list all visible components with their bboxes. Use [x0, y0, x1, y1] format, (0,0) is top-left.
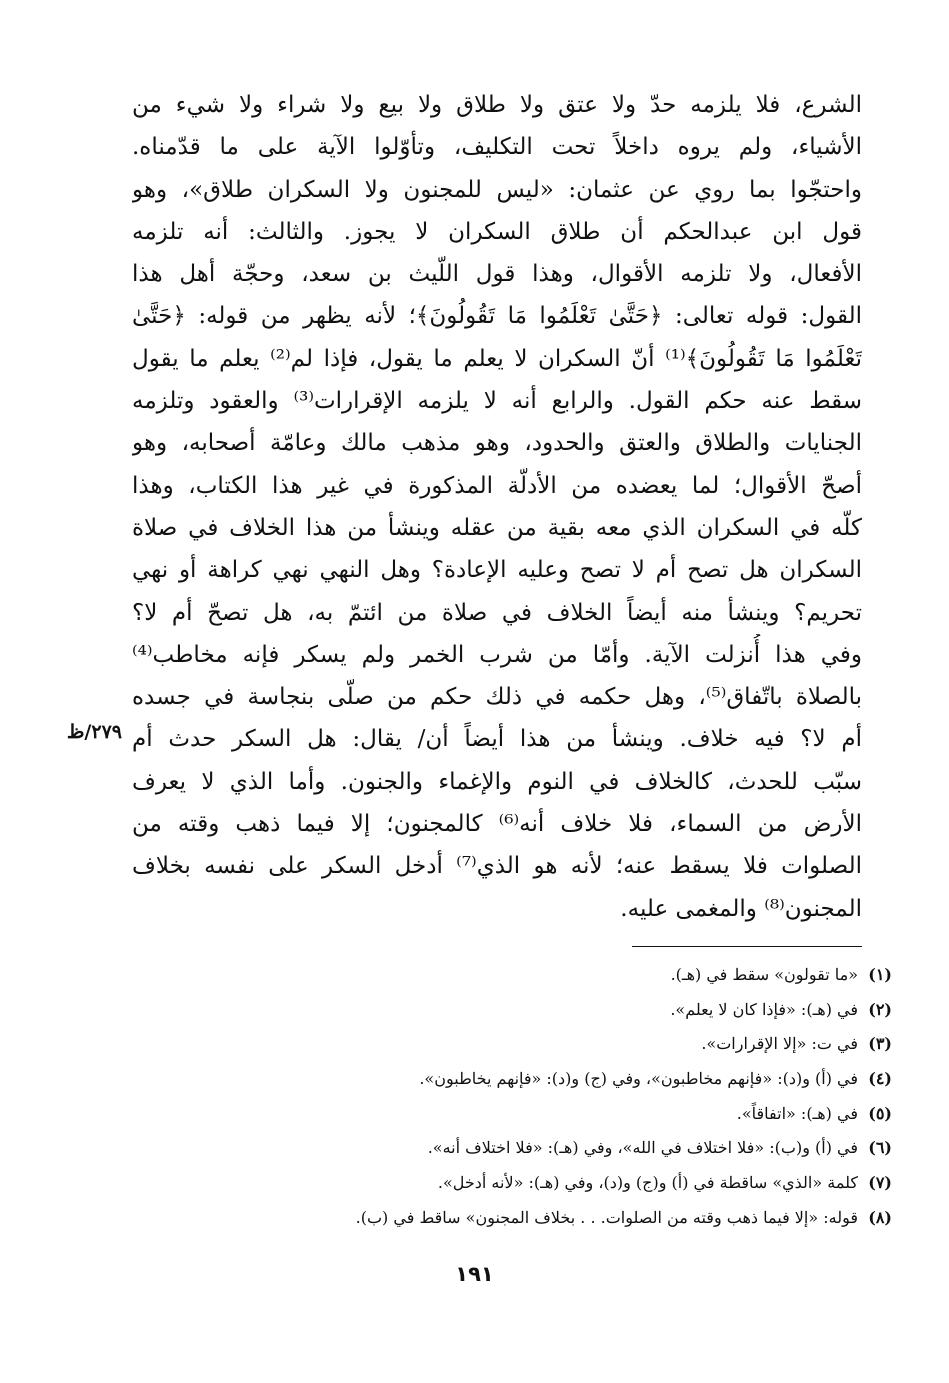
footnote-divider — [632, 946, 862, 947]
text-line: القول: قوله تعالى: ﴿حَتَّىٰ تَعْلَمُوا مَا تَقُولُونَ﴾؛ لأنه يظهر من قوله: ﴿حَتَّىٰ — [132, 303, 862, 330]
manuscript-folio-note: ٢٧٩/ظ — [66, 721, 122, 743]
main-text-block — [132, 84, 862, 930]
text-line: الأشياء، ولم يروه داخلاً تحت التكليف، وتأوّلوا الآية على ما قدّمناه. — [132, 134, 862, 161]
footnote-number: (٣) — [868, 1034, 892, 1054]
text-line: سبّب للحدث، كالخلاف في النوم والإغماء والجنون. وأما الذي لا يعرف — [132, 768, 862, 795]
footnote — [170, 1027, 892, 1062]
footnote-text: في ت: «إلا الإقرارات». — [701, 1034, 858, 1054]
footnote — [170, 1166, 892, 1201]
text-line: كلّه في السكران الذي معه بقية من عقله وينشأ من هذا الخلاف في صلاة — [132, 514, 862, 541]
footnote-number: (٦) — [868, 1138, 892, 1158]
text-line: واحتجّوا بما روي عن عثمان: «ليس للمجنون ولا السكران طلاق»، وهو — [132, 176, 862, 203]
footnote-number: (٥) — [868, 1103, 892, 1123]
text-line: تَعْلَمُوا مَا تَقُولُونَ﴾⁽¹⁾ أنّ السكران لا يعلم ما يقول، فإذا لم⁽²⁾ يعلم ما يقول — [132, 345, 862, 372]
footnote — [170, 993, 892, 1028]
footnote-number: (٢) — [868, 999, 892, 1019]
footnotes-block — [170, 958, 892, 1236]
footnote — [170, 958, 892, 993]
footnote-text: في (أ) و(ب): «فلا اختلاف في الله»، وفي (هـ): «فلا اختلاف أنه». — [427, 1138, 858, 1158]
footnote-text: «ما تقولون» سقط في (هـ). — [670, 965, 858, 984]
footnote — [170, 1131, 892, 1166]
footnote-number: (٨) — [868, 1207, 892, 1227]
text-line: بالصلاة باتّفاق⁽⁵⁾، وهل حكمه في ذلك حكم من صلّى بنجاسة في جسده — [132, 684, 862, 711]
page-number: ١٩١ — [455, 1262, 494, 1286]
text-line: الشرع، فلا يلزمه حدّ ولا عتق ولا طلاق ولا بيع ولا شراء ولا شيء من — [132, 92, 862, 118]
footnote-number: (٤) — [868, 1069, 892, 1089]
footnote — [170, 1062, 892, 1097]
text-line: وفي هذا أُنزلت الآية. وأمّا من شرب الخمر ولم يسكر فإنه مخاطب⁽⁴⁾ — [132, 641, 862, 668]
text-line: الأفعال، ولا تلزمه الأقوال، وهذا قول اللّيث بن سعد، وحجّة أهل هذا — [132, 261, 862, 288]
footnote-text: كلمة «الذي» ساقطة في (أ) و(ج) و(د)، وفي (هـ): «لأنه أدخل». — [437, 1173, 858, 1193]
text-line: الصلوات فلا يسقط عنه؛ لأنه هو الذي⁽⁷⁾ أدخل السكر على نفسه بخلاف — [132, 853, 862, 880]
text-line: السكران هل تصح أم لا تصح وعليه الإعادة؟ وهل النهي نهي كراهة أو نهي — [132, 557, 862, 584]
footnote-text: في (أ) و(د): «فإنهم مخاطبون»، وفي (ج) و(د): «فإنهم يخاطبون». — [419, 1069, 858, 1089]
text-line: قول ابن عبدالحكم أن طلاق السكران لا يجوز. والثالث: أنه تلزمه — [132, 218, 862, 245]
text-line: أصحّ الأقوال؛ لما يعضده من الأدلّة المذكورة في غير هذا الكتاب، وهذا — [132, 472, 862, 499]
footnote-text: قوله: «إلا فيما ذهب وقته من الصلوات. . . بخلاف المجنون» ساقط في (ب). — [355, 1207, 858, 1227]
footnote-text: في (هـ): «فإذا كان لا يعلم». — [670, 999, 858, 1019]
footnote-text: في (هـ): «اتفاقاً». — [736, 1103, 858, 1123]
footnote-number: (١) — [868, 965, 892, 984]
text-line: أم لا؟ فيه خلاف. وينشأ من هذا أيضاً أن/ يقال: هل السكر حدث أم — [132, 726, 862, 753]
text-line: سقط عنه حكم القول. والرابع أنه لا يلزمه الإقرارات⁽³⁾ والعقود وتلزمه — [132, 388, 862, 415]
footnote — [170, 1097, 892, 1132]
text-line: تحريم؟ وينشأ منه أيضاً الخلاف في صلاة من ائتمّ به، هل تصحّ أم لا؟ — [132, 599, 862, 626]
text-line: الجنايات والطلاق والعتق والحدود، وهو مذهب مالك وعامّة أصحابه، وهو — [132, 430, 862, 457]
text-line: الأرض من السماء، فلا خلاف أنه⁽⁶⁾ كالمجنون؛ إلا فيما ذهب وقته من — [132, 811, 862, 838]
text-line: المجنون⁽⁸⁾ والمغمى عليه. — [620, 895, 862, 922]
footnote-number: (٧) — [868, 1173, 892, 1193]
footnote — [170, 1201, 892, 1236]
